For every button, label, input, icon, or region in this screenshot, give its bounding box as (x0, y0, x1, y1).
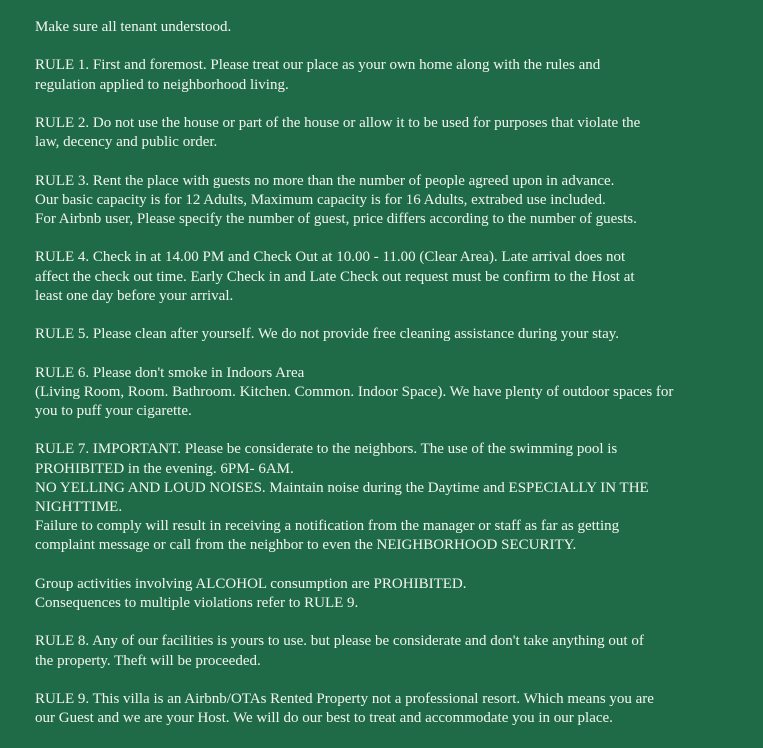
rule-line: RULE 4. Check in at 14.00 PM and Check Out at 10.00 - 11.00 (Clear Area). Late arrival does not (35, 249, 626, 266)
rule-paragraph (35, 248, 735, 306)
intro-paragraph (35, 18, 735, 37)
rule-line: Failure to comply will result in receiving a notification from the manager or staff as far as getting (35, 518, 620, 535)
rule-line: Group activities involving ALCOHOL consumption are PROHIBITED. (35, 575, 467, 592)
rules-list (35, 56, 735, 728)
rule-line: For Airbnb user, Please specify the number of guest, price differs according to the number of guests. (35, 210, 637, 227)
rule-line: RULE 9. This villa is an Airbnb/OTAs Rented Property not a professional resort. Which means you are (35, 690, 654, 707)
rule-paragraph (35, 325, 735, 344)
rule-line: RULE 7. IMPORTANT. Please be considerate to the neighbors. The use of the swimming pool is (35, 441, 618, 458)
rule-line: regulation applied to neighborhood living. (35, 76, 289, 93)
rule-line: RULE 5. Please clean after yourself. We do not provide free cleaning assistance during your stay. (35, 326, 620, 343)
rule-paragraph (35, 690, 735, 728)
rule-paragraph (35, 172, 735, 230)
rule-line: RULE 8. Any of our facilities is yours to use. but please be considerate and don't take anything out of (35, 633, 644, 650)
rule-paragraph (35, 575, 735, 613)
rule-line: least one day before your arrival. (35, 287, 234, 304)
rule-line: our Guest and we are your Host. We will do our best to treat and accommodate you in our place. (35, 710, 613, 727)
rule-paragraph (35, 56, 735, 94)
rule-line: RULE 1. First and foremost. Please treat our place as your own home along with the rules and (35, 57, 601, 74)
rule-paragraph (35, 364, 735, 422)
rule-line: PROHIBITED in the evening. 6PM- 6AM. (35, 460, 294, 477)
intro-line: Make sure all tenant understood. (35, 19, 232, 35)
rule-paragraph (35, 440, 735, 555)
rule-line: Our basic capacity is for 12 Adults, Maximum capacity is for 16 Adults, extrabed use included. (35, 191, 606, 208)
rule-line: NO YELLING AND LOUD NOISES. Maintain noise during the Daytime and ESPECIALLY IN THE (35, 479, 649, 496)
rule-line: you to puff your cigarette. (35, 402, 192, 419)
rule-line: RULE 2. Do not use the house or part of the house or allow it to be used for purposes that violate the (35, 114, 641, 131)
rule-line: RULE 6. Please don't smoke in Indoors Area (35, 364, 305, 381)
rule-paragraph (35, 114, 735, 152)
house-rules-document (35, 18, 735, 748)
rule-line: Consequences to multiple violations refer to RULE 9. (35, 594, 359, 611)
rule-line: NIGHTTIME. (35, 498, 123, 515)
rule-line: RULE 3. Rent the place with guests no more than the number of people agreed upon in advance. (35, 172, 615, 189)
rule-line: affect the check out time. Early Check in and Late Check out request must be confirm to the Host at (35, 268, 635, 285)
rule-line: the property. Theft will be proceeded. (35, 652, 261, 669)
rule-paragraph (35, 632, 735, 670)
rule-line: complaint message or call from the neighbor to even the NEIGHBORHOOD SECURITY. (35, 537, 577, 554)
rule-line: (Living Room, Room. Bathroom. Kitchen. Common. Indoor Space). We have plenty of outdoor spaces for (35, 383, 674, 400)
rule-line: law, decency and public order. (35, 134, 218, 151)
